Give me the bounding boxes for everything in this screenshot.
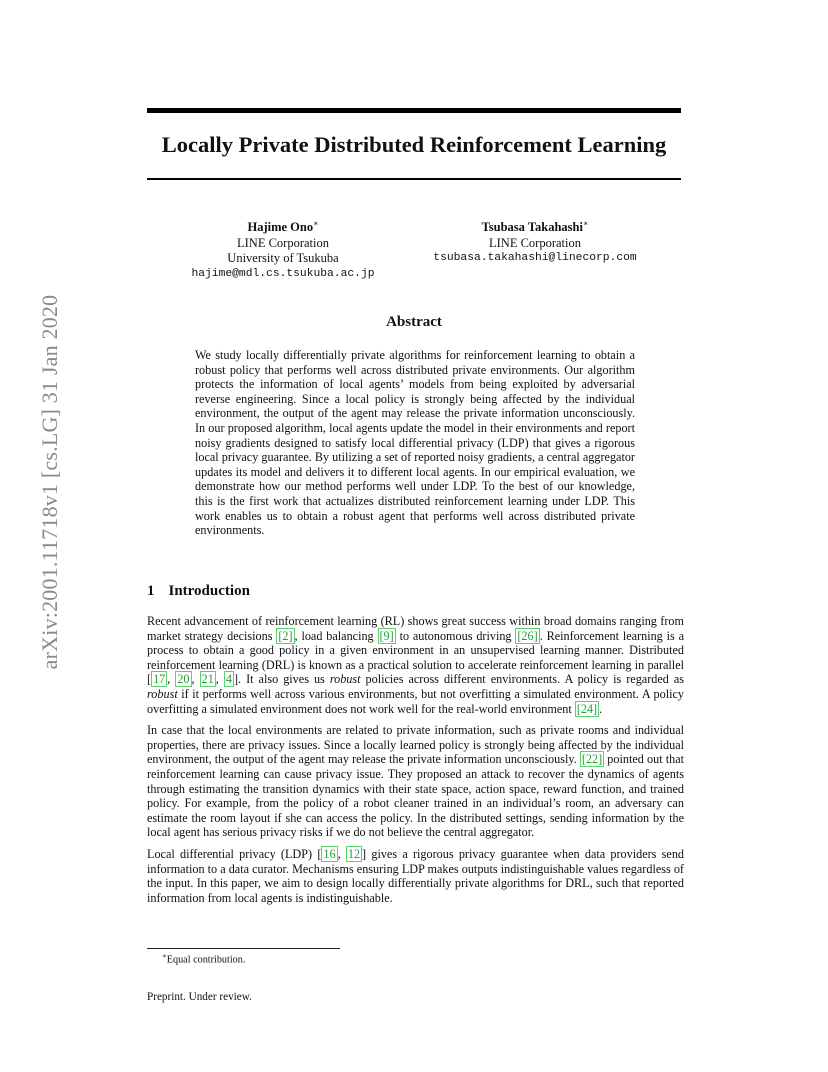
section-heading — [147, 583, 250, 600]
author-affiliation: LINE Corporation — [237, 235, 329, 250]
text-run: if it performs well across various environments, but not overfitting a simulated environment. A policy overfitting a simulated environment does not work well for the real-world environment — [147, 686, 684, 716]
citation-link[interactable]: [26] — [517, 628, 538, 643]
author-mark: ∗ — [313, 219, 319, 228]
text-run: gives a rigorous privacy guarantee when data providers send information to a data curator. Mechanisms ensuring LDP makes outputs indistinguishable values regardless of the input. In this paper, we aim to design locally differentially private algorithms for DRL, such that reported information from local agents is indistinguishable. — [147, 846, 685, 905]
text-run: . It also gives us — [238, 672, 330, 687]
footnote — [162, 952, 245, 965]
section-number: 1 — [147, 583, 155, 599]
author-affiliation: University of Tsukuba — [227, 251, 339, 266]
citation-link[interactable]: 21 — [201, 672, 214, 687]
author-block-1 — [180, 216, 386, 283]
citation-link[interactable]: 20 — [177, 672, 190, 687]
paragraph: Recent advancement of reinforcement learning (RL) shows great success within broad domains ranging from market strategy decisions [2] , load balancing [9] to autonomous driving [26] . Reinforcement learning is a process to obtain a good policy in a given environment in an unsupervised learning manner. Distributed reinforcement learning (DRL) is known as a practical solution to accelerate reinforcement learning in parallel [ 17 , 20 , 21 , 4 ]. It also gives us robust policies across different environments. A policy is regarded as robust if it performs well across various environments, but not overfitting a simulated environment. A policy overfitting a simulated environment does not work well for the real-world environment [24] . — [147, 614, 685, 716]
author-email[interactable]: tsubasa.takahashi@linecorp.com — [433, 252, 637, 265]
title-top-rule — [147, 108, 681, 113]
author-block-2 — [420, 216, 650, 267]
text-run: Recent advancement of reinforcement learning (RL) shows great success within broad domains ranging from market strategy decisions — [147, 614, 684, 643]
text-run: to autonomous driving — [395, 628, 516, 643]
abstract-heading: Abstract — [386, 314, 442, 330]
text-run: pointed out that reinforcement learning can cause privacy issue. They proposed an attack to recover the dynamics of agents through estimating the transition dynamics with their state space, action space, reward function, and trained policy. For example, from the policy of a robot cleaner trained in an individual’s room, an adversary can estimate the room layout if she can access the policy. In the distributed settings, sending information by the local agent has serious privacy risks if we do not believe the central aggregator. — [147, 752, 684, 840]
text-run: . — [599, 701, 603, 716]
paragraph: Local differential privacy (LDP) [ 16 , 12 ] gives a rigorous privacy guarantee when data providers send information to a data curator. Mechanisms ensuring LDP makes outputs indistinguishable values regardless of the input. In this paper, we aim to design locally differentially private algorithms for DRL, such that reported information from local agents is indistinguishable. — [147, 846, 685, 905]
author-affiliation: LINE Corporation — [489, 235, 581, 250]
author-mark: ∗ — [582, 219, 589, 228]
paper-title: Locally Private Distributed Reinforcement Learning — [161, 132, 667, 157]
citation-link[interactable]: 12 — [347, 846, 361, 861]
author-name: Hajime Ono — [247, 220, 314, 235]
text-run: Local differential privacy (LDP) — [147, 846, 318, 861]
body-text — [147, 614, 684, 912]
author-name: Tsubasa Takahashi — [481, 220, 583, 235]
author-email[interactable]: hajime@mdl.cs.tsukuba.ac.jp — [191, 267, 375, 280]
footnote-rule — [147, 948, 340, 949]
citation-link[interactable]: [9] — [379, 628, 394, 643]
arxiv-side-stamp: arXiv:2001.11718v1 [cs.LG] 31 Jan 2020 — [37, 294, 62, 670]
footnote-mark: ∗ — [162, 952, 167, 960]
title-bottom-rule — [147, 178, 681, 180]
citation-link[interactable]: [24] — [576, 701, 598, 716]
paragraph — [147, 723, 684, 840]
section-title: Introduction — [168, 583, 250, 599]
footnote-text: Equal contribution. — [166, 954, 246, 966]
emphasis: robust — [147, 686, 178, 701]
citation-link[interactable]: [2] — [278, 628, 293, 643]
citation-link[interactable]: 17 — [153, 672, 166, 687]
text-run: . Reinforcement learning is a process to obtain a good policy in a given environment in an unsupervised learning manner. Distributed reinforcement learning (DRL) is known as a practical solution to accelerate reinforcement learning in parallel — [147, 628, 685, 672]
text-run: , load balancing — [294, 628, 378, 643]
abstract-text: We study locally differentially private algorithms for reinforcement learning to obtain a robust policy that performs well across distributed private environments. Our algorithm protects the information of local agents’ models from being exploited by adversarial reverse engineering. Since a local policy is strongly being affected by the individual environment, the output of the agent may release the private information unconsciously. In our proposed algorithm, local agents update the model in their environments and report noisy gradients designed to satisfy local differential privacy (LDP) that gives a rigorous local privacy guarantee. By utilizing a set of reported noisy gradients, a central aggregator updates its model and delivers it to different local agents. In our empirical evaluation, we demonstrate how our method performs well under LDP. To the best of our knowledge, this is the first work that actualizes distributed reinforcement learning under LDP. This work enables us to obtain a robust agent that performs well across distributed private environments. — [195, 348, 635, 538]
preprint-note: Preprint. Under review. — [147, 991, 252, 1003]
emphasis: robust — [329, 672, 361, 687]
citation-link[interactable]: [22] — [581, 752, 603, 767]
text-run: In case that the local environments are related to private information, such as private rooms and individual properties, there are privacy issues. Since a locally learned policy is strongly being affected by the individual environment, the output of the agent may release the private information unconsciously. — [147, 723, 684, 767]
text-run: policies across different environments. A policy is regarded as — [360, 672, 685, 687]
citation-link[interactable]: 16 — [323, 846, 336, 861]
citation-link[interactable]: 4 — [225, 672, 232, 687]
